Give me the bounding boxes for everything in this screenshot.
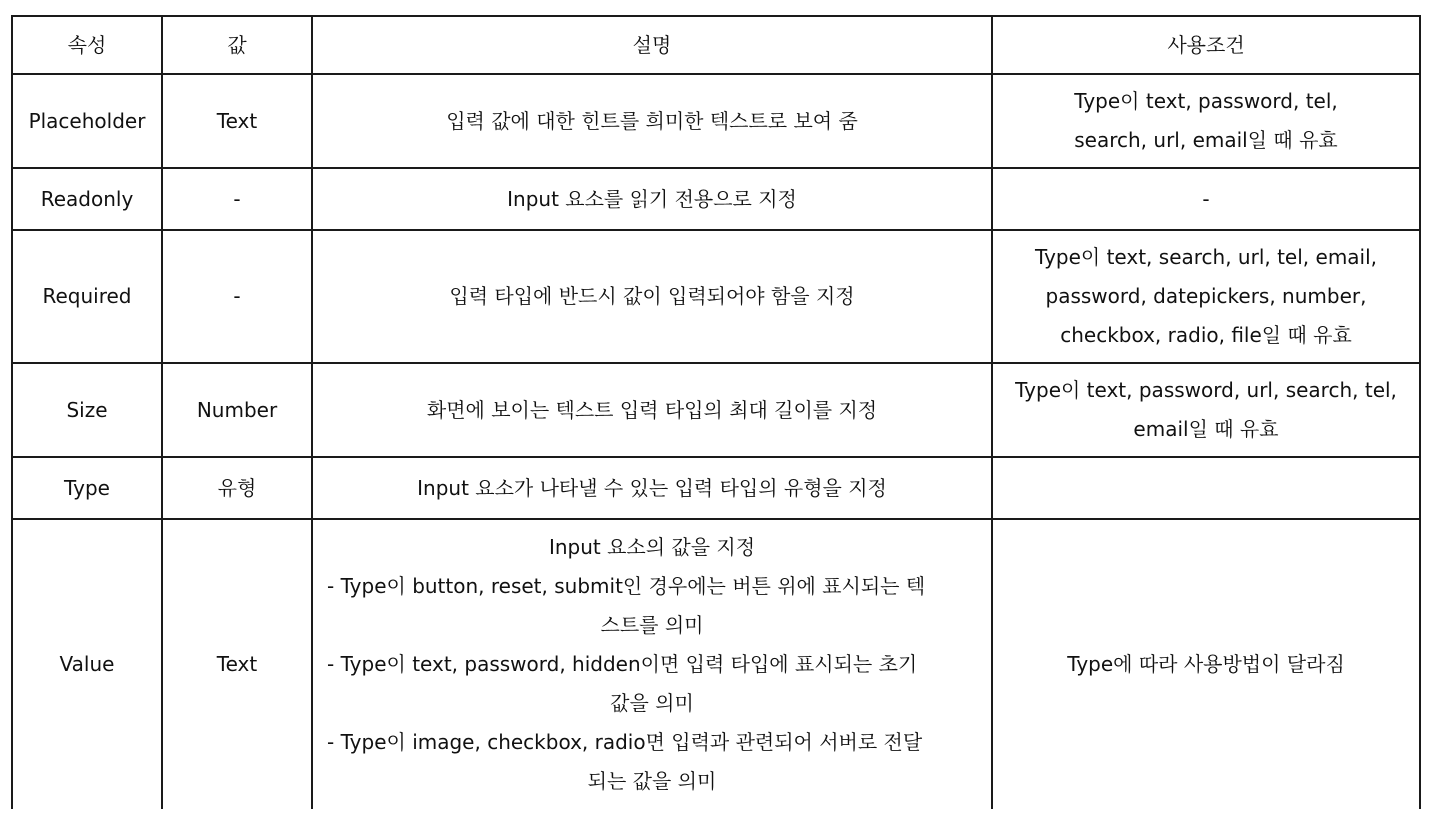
table-row <box>12 168 1420 230</box>
description-line: Input 요소를 읽기 전용으로 지정 <box>507 186 797 211</box>
value-cell: 유형 <box>162 457 312 519</box>
value-cell: Text <box>162 74 312 168</box>
value-cell: Number <box>162 363 312 457</box>
condition-line: checkbox, radio, file일 때 유효 <box>1060 323 1352 347</box>
condition-cell <box>992 457 1420 519</box>
description-line: Input 요소가 나타낼 수 있는 입력 타입의 유형을 지정 <box>417 475 887 500</box>
description-line: - Type이 image, checkbox, radio면 입력과 관련되어 서버로 전달 <box>327 730 923 754</box>
table-row <box>12 74 1420 168</box>
table-header-row <box>12 16 1420 74</box>
attribute-cell: Placeholder <box>12 74 162 168</box>
attribute-cell: Readonly <box>12 168 162 230</box>
description-line: 되는 값을 의미 <box>587 769 717 793</box>
value-cell: - <box>162 230 312 363</box>
description-line: 화면에 보이는 텍스트 입력 타입의 최대 길이를 지정 <box>426 397 878 422</box>
description-line: - Type이 button, reset, submit인 경우에는 버튼 위에 표시되는 텍 <box>327 574 926 598</box>
condition-cell <box>992 168 1420 230</box>
header-attribute: 속성 <box>12 16 162 74</box>
table-row <box>12 363 1420 457</box>
description-cell <box>312 74 992 168</box>
table-row <box>12 230 1420 363</box>
condition-cell <box>992 363 1420 457</box>
condition-line: search, url, email일 때 유효 <box>1074 128 1338 152</box>
attribute-cell: Size <box>12 363 162 457</box>
condition-cell <box>992 74 1420 168</box>
condition-cell <box>992 230 1420 363</box>
table-row <box>12 457 1420 519</box>
header-value: 값 <box>162 16 312 74</box>
condition-line: Type이 text, password, url, search, tel, <box>1015 378 1397 402</box>
attribute-table-container <box>11 15 1419 809</box>
description-cell <box>312 363 992 457</box>
condition-cell <box>992 519 1420 809</box>
description-line: - Type이 text, password, hidden이면 입력 타입에 표시되는 초기 <box>327 652 918 676</box>
description-line: 값을 의미 <box>610 691 694 715</box>
description-cell <box>312 230 992 363</box>
attribute-cell: Required <box>12 230 162 363</box>
description-line: 입력 타입에 반드시 값이 입력되어야 함을 지정 <box>449 284 855 308</box>
condition-line: email일 때 유효 <box>1133 417 1279 441</box>
attribute-cell: Type <box>12 457 162 519</box>
attribute-cell: Value <box>12 519 162 809</box>
description-cell <box>312 519 992 809</box>
condition-line: Type이 text, password, tel, <box>1074 89 1338 113</box>
description-cell <box>312 168 992 230</box>
value-cell: - <box>162 168 312 230</box>
input-attribute-table <box>11 15 1421 809</box>
description-cell <box>312 457 992 519</box>
condition-line: password, datepickers, number, <box>1045 284 1367 308</box>
description-line: Input 요소의 값을 지정 <box>548 535 756 559</box>
value-cell: Text <box>162 519 312 809</box>
condition-line: Type이 text, search, url, tel, email, <box>1034 245 1378 269</box>
header-description: 설명 <box>312 16 992 74</box>
table-row <box>12 519 1420 809</box>
condition-line: Type에 따라 사용방법이 달라짐 <box>1067 652 1345 676</box>
description-line: 스트를 의미 <box>600 613 704 637</box>
header-condition: 사용조건 <box>992 16 1420 74</box>
condition-line: - <box>1202 186 1210 211</box>
description-line: 입력 값에 대한 힌트를 희미한 텍스트로 보여 줌 <box>446 108 858 133</box>
